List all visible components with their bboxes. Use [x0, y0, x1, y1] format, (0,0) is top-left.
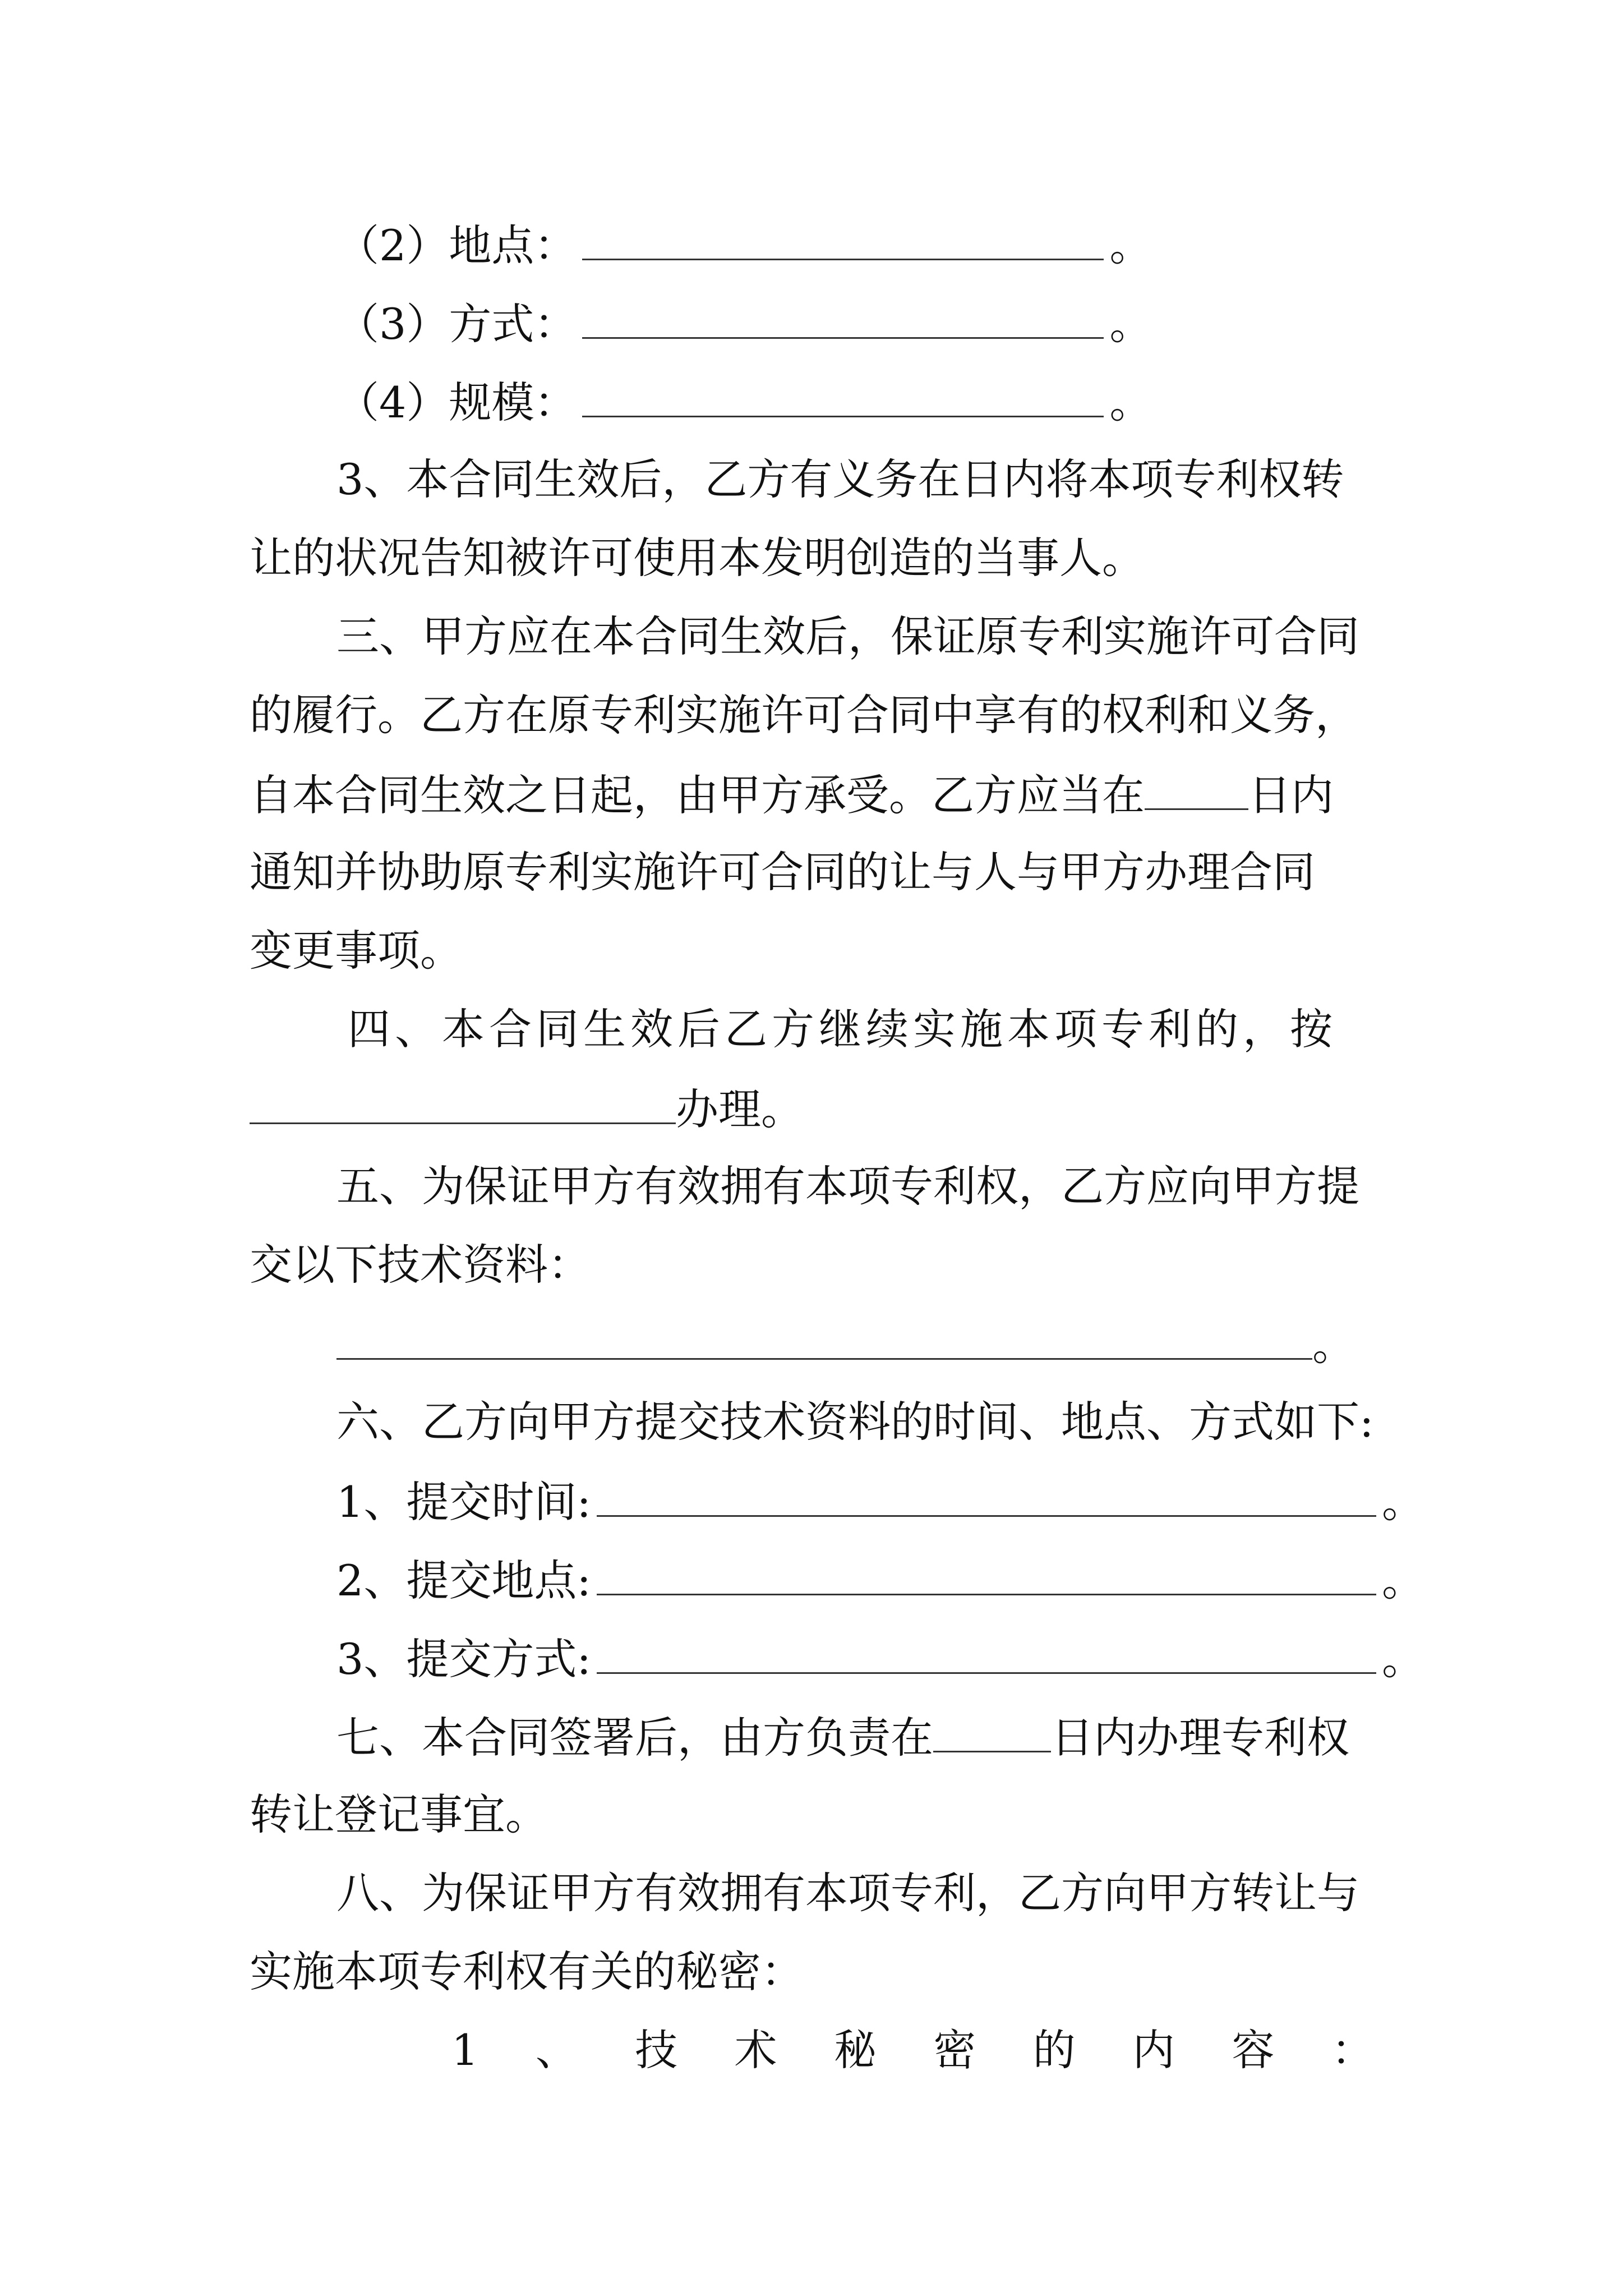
period: 。 — [1312, 1320, 1355, 1370]
item-place-blank[interactable] — [582, 216, 1104, 260]
period: 。 — [1109, 220, 1152, 270]
sec6-place-line — [336, 1551, 1424, 1607]
period: 。 — [1381, 1634, 1424, 1684]
sec6-method-label: 3、提交方式: — [336, 1634, 591, 1684]
sec7-days-blank[interactable] — [933, 1708, 1051, 1752]
item-scale-label: （4）规模： — [336, 378, 577, 427]
sec6-time-line — [336, 1473, 1424, 1529]
sec4-line2-text: 办理。 — [676, 1084, 804, 1134]
sec6-time-label: 1、提交时间: — [336, 1477, 591, 1527]
sec8-line1: 八、为保证甲方有效拥有本项专利，乙方向甲方转让与 — [336, 1868, 1359, 1918]
para3-line2: 让的状况告知被许可使用本发明创造的当事人。 — [250, 533, 1145, 583]
sec4-line1: 四、本合同生效后乙方继续实施本项专利的，按 — [348, 1004, 1337, 1054]
sec7-line2: 转让登记事宜。 — [250, 1789, 548, 1839]
sec3-line4: 通知并协助原专利实施许可合同的让与人与甲方办理合同 — [250, 847, 1315, 897]
period: 。 — [1109, 299, 1152, 349]
sec4-line2 — [250, 1080, 804, 1136]
sec8-item1-char: 、 — [535, 2025, 578, 2075]
sec6-time-blank[interactable] — [597, 1473, 1376, 1517]
sec6-place-label: 2、提交地点: — [336, 1556, 591, 1605]
item-method-label: （3）方式： — [336, 299, 577, 349]
sec8-item1-char: 技 — [635, 2025, 678, 2075]
sec8-item1-char: 1 — [451, 2025, 479, 2075]
sec7-line1-text-a: 七、本合同签署后，由方负责在 — [336, 1713, 933, 1763]
sec8-item1-char: 容 — [1232, 2025, 1275, 2075]
sec8-item1-char: 术 — [734, 2025, 777, 2075]
para3-line1: 3、本合同生效后，乙方有义务在日内将本项专利权转 — [336, 454, 1344, 504]
sec8-item1-char: 秘 — [833, 2025, 877, 2075]
item-method-line — [336, 295, 1152, 351]
sec8-item1-char: ： — [1331, 2025, 1374, 2075]
sec5-materials-line — [336, 1315, 1355, 1372]
sec7-line1 — [336, 1708, 1349, 1764]
sec3-line2: 的履行。乙方在原专利实施许可合同中享有的权利和义务， — [250, 690, 1358, 740]
sec5-line2: 交以下技术资料： — [250, 1240, 591, 1290]
sec3-line1: 三、甲方应在本合同生效后，保证原专利实施许可合同 — [336, 611, 1359, 661]
sec8-item1-char: 的 — [1032, 2025, 1076, 2075]
item-method-blank[interactable] — [582, 295, 1104, 339]
sec3-line3-text-b: 日内 — [1248, 770, 1334, 820]
sec8-line2: 实施本项专利权有关的秘密： — [250, 1947, 804, 1996]
item-place-line — [336, 216, 1152, 272]
sec6-method-line — [336, 1630, 1424, 1686]
item-scale-line — [336, 373, 1152, 429]
item-scale-blank[interactable] — [582, 373, 1104, 417]
period: 。 — [1381, 1477, 1424, 1527]
sec5-line1: 五、为保证甲方有效拥有本项专利权，乙方应向甲方提 — [336, 1161, 1359, 1211]
item-place-label: （2）地点： — [336, 220, 577, 270]
sec3-line3-text-a: 自本合同生效之日起，由甲方承受。乙方应当在 — [250, 770, 1145, 820]
sec7-line1-text-b: 日内办理专利权 — [1051, 1713, 1349, 1763]
sec3-line5: 变更事项。 — [250, 926, 463, 976]
sec6-method-blank[interactable] — [597, 1630, 1376, 1674]
sec8-item1-char: 内 — [1132, 2025, 1175, 2075]
sec5-materials-blank[interactable] — [336, 1315, 1312, 1360]
period: 。 — [1381, 1556, 1424, 1605]
sec6-place-blank[interactable] — [597, 1551, 1376, 1595]
sec3-days-blank[interactable] — [1145, 766, 1248, 810]
sec4-method-blank[interactable] — [250, 1080, 676, 1124]
sec6-line1: 六、乙方向甲方提交技术资料的时间、地点、方式如下: — [336, 1397, 1374, 1447]
sec3-line3 — [250, 766, 1334, 822]
sec8-item1-char: 密 — [933, 2025, 976, 2075]
sec8-item1-line — [451, 2022, 1374, 2078]
period: 。 — [1109, 378, 1152, 427]
